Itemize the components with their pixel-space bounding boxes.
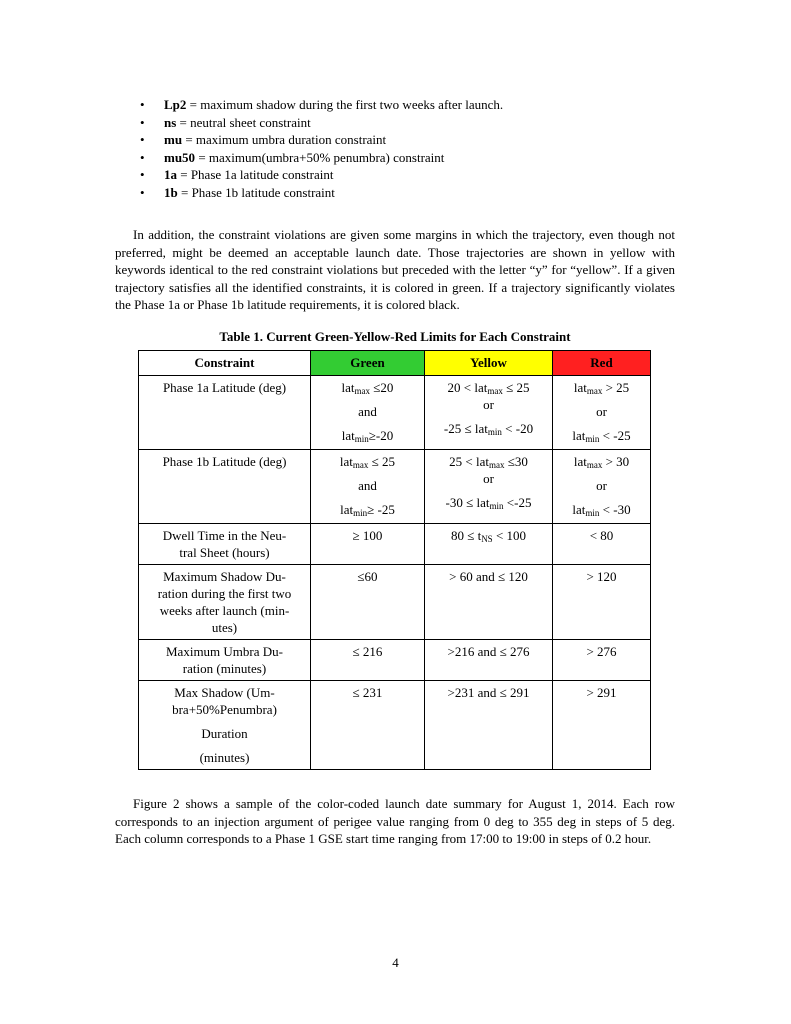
keyword: 1a (164, 167, 177, 182)
list-item (140, 149, 503, 167)
keyword-description: = maximum(umbra+50% penumbra) constraint (195, 149, 445, 165)
green-limit: ≥ 100 (311, 524, 425, 565)
table-caption: Table 1. Current Green-Yellow-Red Limits for Each Constraint (219, 329, 571, 344)
table-row (139, 640, 651, 681)
constraint-name: Phase 1a Latitude (deg) (139, 376, 311, 450)
table-row (139, 524, 651, 565)
yellow-limit: 25 < lat$_{max}$ ≤30 or -30 ≤ lat$_{min}$ <-25 (425, 450, 553, 524)
table-row (139, 681, 651, 770)
table-row (139, 450, 651, 524)
list-item (140, 96, 503, 114)
paragraph-text: In addition, the constraint violations are given some margins in which the trajectory, even though not preferred, might be deemed an acceptable launch date. Those trajectories are shown in yellow with keywords identical to the red constraint violations but preceded with the letter “y” for “yellow”. If a given trajectory satisfies all the identified constraints, it is colored in green. If a trajectory significantly violates the Phase 1a or Phase 1b latitude requirements, it is colored black. (115, 227, 675, 313)
constraint-name: Max Shadow (Um- bra+50%Penumbra) Duration (minutes) (139, 681, 311, 770)
keyword-description: = Phase 1b latitude constraint (177, 184, 335, 200)
green-limit: lat$_{max}$ ≤20 and lat$_{min}$≥-20 (311, 376, 425, 450)
keyword: mu50 (164, 149, 196, 165)
red-limit: < 80 (553, 524, 651, 565)
constraint-keyword-list (140, 96, 503, 201)
list-item (140, 131, 503, 149)
red-limit: > 120 (553, 565, 651, 640)
header-yellow: Yellow (425, 351, 553, 376)
keyword-description: = Phase 1a latitude constraint (177, 167, 334, 182)
keyword-description: = maximum shadow during the first two weeks after launch. (186, 97, 504, 112)
list-item (140, 184, 503, 202)
green-limit: ≤ 231 (311, 681, 425, 770)
red-limit: > 291 (553, 681, 651, 770)
yellow-limit: >231 and ≤ 291 (425, 681, 553, 770)
header-red: Red (553, 351, 651, 376)
red-limit: lat$_{max}$ > 25 or lat$_{min}$ < -25 (553, 376, 651, 450)
list-item (140, 166, 503, 184)
keyword-description: = neutral sheet constraint (176, 114, 311, 130)
table-row (139, 565, 651, 640)
paragraph-text: Figure 2 shows a sample of the color-coded launch date summary for August 1, 2014. Each row corresponds to an injection argument of perigee value ranging from 0 deg to 355 deg in steps of 5 deg. Each column corresponds to a Phase 1 GSE start time ranging from 17:00 to 19:00 in steps of 0.2 hour. (115, 796, 675, 847)
yellow-limit: $80 \le t_{NS} < 100$ (425, 524, 553, 565)
green-limit: lat$_{max}$ ≤ 25 and lat$_{min}$≥ -25 (311, 450, 425, 524)
yellow-limit: >216 and ≤ 276 (425, 640, 553, 681)
constraint-name: Maximum Umbra Du- ration (minutes) (139, 640, 311, 681)
bullet-icon: • (140, 184, 145, 200)
keyword: ns (164, 114, 177, 130)
green-limit: ≤60 (311, 565, 425, 640)
yellow-limit: > 60 and ≤ 120 (425, 565, 553, 640)
red-limit: lat$_{max}$ > 30 or lat$_{min}$ < -30 (553, 450, 651, 524)
table-row (139, 376, 651, 450)
bullet-icon: • (140, 132, 145, 147)
constraint-name: Maximum Shadow Du- ration during the first two weeks after launch (min- utes) (139, 565, 311, 640)
green-limit: ≤ 216 (311, 640, 425, 681)
list-item (140, 114, 503, 132)
table-header-row (139, 351, 651, 376)
page-number: 4 (392, 955, 399, 970)
limits-table (138, 350, 651, 770)
bullet-icon: • (140, 114, 145, 130)
paragraph-constraint-margins (115, 226, 675, 314)
constraint-name: Phase 1b Latitude (deg) (139, 450, 311, 524)
keyword: Lp2 (164, 97, 187, 112)
header-green: Green (311, 351, 425, 376)
header-constraint: Constraint (139, 351, 311, 376)
keyword: mu (164, 132, 183, 147)
bullet-icon: • (140, 167, 145, 182)
keyword-description: = maximum umbra duration constraint (182, 132, 387, 147)
yellow-limit: 20 < lat$_{max}$ ≤ 25 or -25 ≤ lat$_{min}$ < -20 (425, 376, 553, 450)
bullet-icon: • (140, 97, 145, 112)
paragraph-figure-description (115, 795, 675, 848)
red-limit: > 276 (553, 640, 651, 681)
keyword: 1b (164, 184, 178, 200)
bullet-icon: • (140, 149, 145, 165)
constraint-name: Dwell Time in the Neu- tral Sheet (hours) (139, 524, 311, 565)
